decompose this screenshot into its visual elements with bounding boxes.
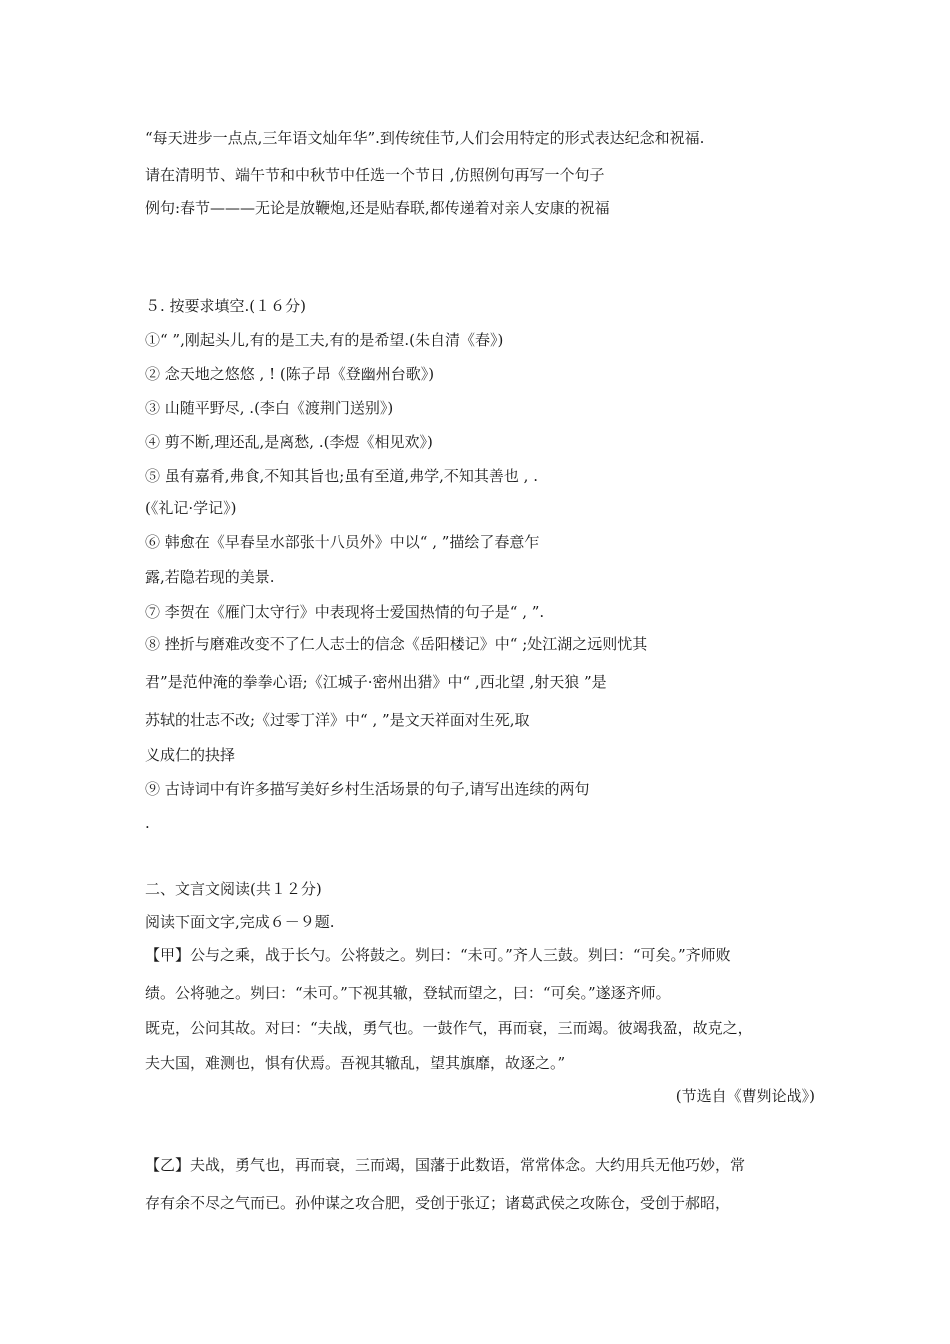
q5-item-9: ⑨ 古诗词中有许多描写美好乡村生活场景的句子,请写出连续的两句	[145, 780, 590, 798]
q5-item-6-cont: 露,若隐若现的美景.	[145, 568, 275, 586]
passage-jia-line-1: 【甲】公与之乘，战于长勺。公将鼓之。刿曰：“未可。”齐人三鼓。刿曰：“可矣。”齐师败	[145, 946, 731, 964]
q5-item-3: ③ 山随平野尽, .(李白《渡荆门送别》)	[145, 399, 394, 417]
passage-jia-source: (节选自《曹刿论战》)	[675, 1087, 815, 1105]
q5-item-7: ⑦ 李贺在《雁门太守行》中表现将士爱国热情的句子是“ , ”.	[145, 603, 545, 621]
passage-jia-line-2: 绩。公将驰之。刿曰：“未可。”下视其辙，登轼而望之，曰：“可矣。”遂逐齐师。	[145, 984, 671, 1002]
q5-item-5: ⑤ 虽有嘉肴,弗食,不知其旨也;虽有至道,弗学,不知其善也 , .	[145, 467, 538, 485]
intro-example: 例句:春节———无论是放鞭炮,还是贴春联,都传递着对亲人安康的祝福	[145, 199, 610, 217]
q5-item-8-cont-3: 义成仁的抉择	[145, 746, 236, 764]
passage-jia-line-4: 夫大国，难测也，惧有伏焉。吾视其辙乱，望其旗靡，故逐之。”	[145, 1054, 566, 1072]
passage-jia-line-3: 既克，公问其故。对曰：“夫战，勇气也。一鼓作气，再而衰，三而竭。彼竭我盈，故克之，	[145, 1019, 753, 1037]
intro-line-1: “每天进步一点点,三年语文灿年华”.到传统佳节,人们会用特定的形式表达纪念和祝福.	[145, 129, 705, 147]
q5-heading: ５. 按要求填空.(１６分)	[145, 297, 307, 315]
section2-instruction: 阅读下面文字,完成６－９题.	[145, 913, 335, 931]
q5-item-8-cont-1: 君”是范仲淹的拳拳心语;《江城子·密州出猎》中“ ,西北望 ,射天狼 ”是	[145, 673, 607, 691]
q5-item-6: ⑥ 韩愈在《早春呈水部张十八员外》中以“ , ”描绘了春意乍	[145, 533, 540, 551]
q5-item-8: ⑧ 挫折与磨难改变不了仁人志士的信念《岳阳楼记》中“ ;处江湖之远则忧其	[145, 635, 648, 653]
q5-item-2: ② 念天地之悠悠 , ! (陈子昂《登幽州台歌》)	[145, 365, 435, 383]
q5-item-4: ④ 剪不断,理还乱,是离愁, .(李煜《相见欢》)	[145, 433, 433, 451]
q5-item-1: ①“ ”,刚起头儿,有的是工夫,有的是希望.(朱自清《春》)	[145, 331, 504, 349]
q5-item-9-blank: .	[145, 814, 150, 832]
intro-line-2: 请在清明节、端午节和中秋节中任选一个节日 ,仿照例句再写一个句子	[145, 166, 605, 184]
section2-heading: 二、文言文阅读(共１２分)	[145, 880, 322, 898]
passage-yi-line-2: 存有余不尽之气而已。孙仲谋之攻合肥，受创于张辽；诸葛武侯之攻陈仓，受创于郝昭，	[145, 1194, 731, 1212]
q5-item-5-source: (《礼记·学记》)	[145, 499, 237, 517]
q5-item-8-cont-2: 苏轼的壮志不改;《过零丁洋》中“ , ”是文天祥面对生死,取	[145, 711, 530, 729]
passage-yi-line-1: 【乙】夫战，勇气也，再而衰，三而竭，国藩于此数语，常常体念。大约用兵无他巧妙，常	[145, 1156, 746, 1174]
